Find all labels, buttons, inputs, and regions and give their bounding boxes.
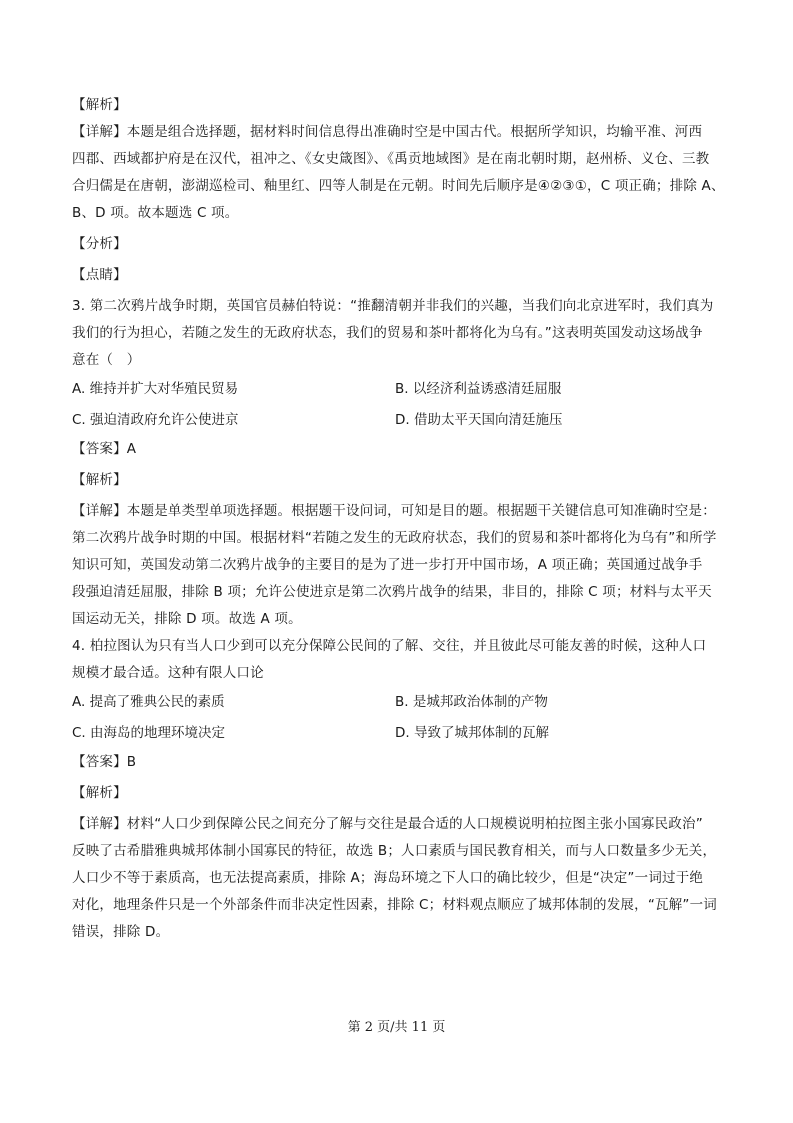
q3-options-row xyxy=(72,374,732,405)
q3-detail-line: 第二次鸦片战争时期的中国。根据材料“若随之发生的无政府状态，我们的贸易和茶叶都将化为乌有”和所学 xyxy=(72,530,717,546)
q4-detail-line: 反映了古希腊雅典城邦体制小国寡民的特征，故选 B；人口素质与国民教育相关，而与人口数量多少无关， xyxy=(72,843,717,859)
q4-option-b: B. 是城邦政治体制的产物 xyxy=(395,694,548,710)
q4-stem-line: 4. 柏拉图认为只有当人口少到可以充分保障公民间的了解、交往，并且彼此尽可能友善的时候，这种人口 xyxy=(72,638,707,654)
q4-analysis-tag: 【解析】 xyxy=(72,785,127,801)
q4-detail-line: 错误，排除 D。 xyxy=(72,924,170,940)
q2-analysis-tag: 【解析】 xyxy=(72,97,127,113)
q3-detail-line: 段强迫清廷屈服，排除 B 项；允许公使进京是第二次鸦片战争的结果，非目的，排除 C 项；材料与太平天 xyxy=(72,584,712,600)
q4-answer: 【答案】B xyxy=(72,754,137,770)
q4-stem-line: 规模才最合适。这种有限人口论 xyxy=(72,665,264,681)
q3-detail-line: 国运动无关，排除 D 项。故选 A 项。 xyxy=(72,611,302,627)
q3-option-a: A. 维持并扩大对华殖民贸易 xyxy=(72,381,239,397)
q4-detail-line: 人口少不等于素质高，也无法提高素质，排除 A；海岛环境之下人口的确比较少，但是“决定”一词过于绝 xyxy=(72,870,704,886)
q2-dianjing-tag: 【点睛】 xyxy=(72,267,127,283)
q2-detail-line: 【详解】本题是组合选择题，据材料时间信息得出准确时空是中国古代。根据所学知识，均输平准、河西 xyxy=(72,124,703,140)
q4-option-c: C. 由海岛的地理环境决定 xyxy=(72,725,226,741)
q3-options-row xyxy=(72,405,732,436)
q4-options-row xyxy=(72,718,732,749)
q4-detail-line: 对化，地理条件只是一个外部条件而非决定性因素，排除 C；材料观点顺应了城邦体制的发展，“瓦解”一词 xyxy=(72,897,718,913)
q2-fenxi-tag: 【分析】 xyxy=(72,236,127,252)
q2-detail-line: 合归儒是在唐朝，澎湖巡检司、釉里红、四等人制是在元朝。时间先后顺序是④②③①，C 项正确；排除 A、 xyxy=(72,178,725,194)
q3-option-b: B. 以经济利益诱惑清廷屈服 xyxy=(395,381,562,397)
q3-detail-line: 知识可知，英国发动第二次鸦片战争的主要目的是为了进一步打开中国市场，A 项正确；英国通过战争手 xyxy=(72,557,703,573)
q3-option-c: C. 强迫清政府允许公使进京 xyxy=(72,412,239,428)
page-number: 第 2 页/共 11 页 xyxy=(347,1020,446,1035)
q3-stem-line: 我们的行为担心，若随之发生的无政府状态，我们的贸易和茶叶都将化为乌有。”这表明英国发动这场战争 xyxy=(72,325,703,341)
document-page xyxy=(72,92,732,946)
q2-detail-line: 四郡、西域都护府是在汉代，祖冲之、《女史箴图》、《禹贡地域图》是在南北朝时期，赵州桥、义仓、三教 xyxy=(72,151,710,167)
q3-answer: 【答案】A xyxy=(72,441,137,457)
q3-analysis-tag: 【解析】 xyxy=(72,472,127,488)
q4-options-row xyxy=(72,687,732,718)
q4-option-a: A. 提高了雅典公民的素质 xyxy=(72,694,225,710)
q3-detail-line: 【详解】本题是单类型单项选择题。根据题干设问词，可知是目的题。根据题干关键信息可知准确时空是： xyxy=(72,503,716,519)
q3-option-d: D. 借助太平天国向清廷施压 xyxy=(395,412,563,428)
q4-option-d: D. 导致了城邦体制的瓦解 xyxy=(395,725,549,741)
q2-detail-line: B、D 项。故本题选 C 项。 xyxy=(72,205,239,221)
q3-stem-line: 意在（ ） xyxy=(72,352,141,368)
q3-stem-line: 3. 第二次鸦片战争时期，英国官员赫伯特说：“推翻清朝并非我们的兴趣，当我们向北京进军时，我们真为 xyxy=(72,298,714,314)
q4-detail-line: 【详解】材料“人口少到保障公民之间充分了解与交往是最合适的人口规模说明柏拉图主张小国寡民政治” xyxy=(72,816,703,832)
